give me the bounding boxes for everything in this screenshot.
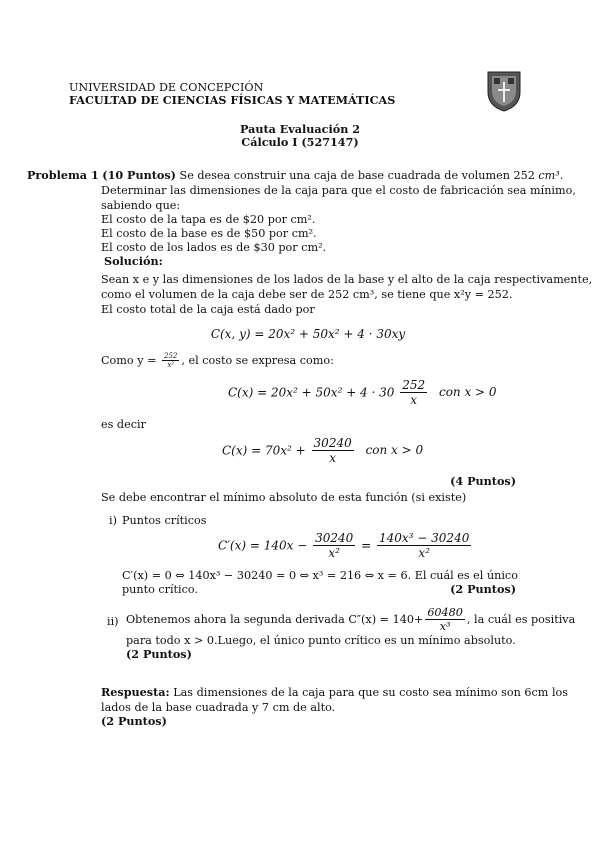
points-4: (4 Puntos) [450,474,516,488]
solution-paragraph-6: Se debe encontrar el mínimo absoluto de esta función (si existe) [101,491,467,504]
problem-statement-3: sabiendo que: [101,199,181,212]
answer-line-2: lados de la base cuadrada y 7 cm de alto. [101,701,336,714]
solution-label: Solución: [104,254,163,268]
substitution-text-b: , el costo se expresa como: [181,353,334,367]
cost-sides: El costo de los lados es de $30 por cm². [101,241,327,254]
second-derivative-line-2: para todo x > 0.Luego, el único punto crítico es un mínimo absoluto. [126,634,516,647]
answer-line-1 [101,685,568,700]
answer-text-1: Las dimensiones de la caja para que su costo sea mínimo son 6cm los [173,686,569,699]
problem-statement-2: Determinar las dimensiones de la caja para que el costo de fabricación sea mínimo, [101,184,576,197]
fraction-30240-x [312,436,354,466]
equation-first-derivative [218,531,473,561]
fraction-252-x-denominator: x [410,393,418,408]
es-decir: es decir [101,418,146,431]
second-derivative-text-a: Obtenemos ahora la segunda derivada C″(x) = 140+ [126,612,424,626]
critical-point-line-1: C′(x) = 0 ⇔ 140x³ − 30240 = 0 ⇔ x³ = 216 ⇔ x = 6. El cuál es el único [122,569,518,582]
equation-cost-x [228,378,497,408]
university-crest-logo [486,70,522,112]
fraction-30240-x2 [313,531,355,561]
title-line-2: Cálculo I (527147) [241,135,359,149]
second-derivative-text-b: , la cuál es positiva [466,612,576,626]
fraction-252-x [400,378,427,408]
fraction-252-x-numerator: 252 [402,378,426,392]
title-line-1: Pauta Evaluación 2 [239,122,361,136]
equation-cost-simplified [222,436,423,466]
fraction-combined [377,531,471,561]
fraction-30240-x2-numerator: 30240 [315,531,354,545]
equation-total-cost: C(x, y) = 20x² + 50x² + 4 · 30xy [210,327,406,341]
university-name: UNIVERSIDAD DE CONCEPCIÓN [69,81,264,94]
fraction-30240-x2-denominator: x² [328,546,340,561]
fraction-y [162,352,179,370]
fraction-60480-x3 [425,606,465,634]
fraction-y-numerator: 252 [164,352,178,360]
points-2-first: (2 Puntos) [450,582,516,596]
cost-base: El costo de la base es de $50 por cm². [101,227,317,240]
fraction-30240-x-numerator: 30240 [313,436,352,450]
item-i-label: i) [109,514,117,527]
second-derivative-line [126,606,575,634]
fraction-y-denominator: x² [167,361,175,370]
critical-point-line-2: punto crítico. [122,583,198,596]
item-ii-label: ii) [107,615,119,628]
problem-statement-1: Se desea construir una caja de base cuadrada de volumen 252 [179,169,535,182]
first-derivative-equals: = [361,538,372,553]
problem-points: (10 Puntos) [102,168,176,182]
equation-cost-x-domain: con x > 0 [438,385,497,400]
faculty-name: FACULTAD DE CIENCIAS FÍSICAS Y MATEMÁTICAS [69,93,396,107]
points-2-second: (2 Puntos) [126,647,192,661]
equation-cost-x-left: C(x) = 20x² + 50x² + 4 · 30 [228,385,395,400]
fraction-60480-x3-denominator: x³ [439,620,451,634]
substitution-line [101,352,334,370]
substitution-text-a: Como y = [101,353,157,367]
answer-label: Respuesta: [101,685,170,699]
item-i-title: Puntos críticos [122,514,207,527]
equation-cost-simplified-left: C(x) = 70x² + [222,443,306,458]
fraction-30240-x-denominator: x [329,451,337,466]
fraction-combined-denominator: x² [418,546,430,561]
first-derivative-left: C′(x) = 140x − [218,538,308,553]
equation-cost-simplified-domain: con x > 0 [365,443,424,458]
fraction-combined-numerator: 140x³ − 30240 [379,531,470,545]
unit-cm3: cm³ [538,169,560,182]
problem-label: Problema 1 [27,168,99,182]
cost-top: El costo de la tapa es de $20 por cm². [101,213,316,226]
fraction-60480-x3-numerator: 60480 [427,606,463,619]
solution-paragraph-2: como el volumen de la caja debe ser de 252 cm³, se tiene que x²y = 252. [101,288,513,301]
solution-paragraph-3: El costo total de la caja está dado por [101,303,315,316]
solution-paragraph-1: Sean x e y las dimensiones de los lados de la base y el alto de la caja respectivamente, [101,273,593,286]
problem-heading: Problema 1 (10 Puntos) Se desea construir una caja de base cuadrada de volumen 252 cm³. [27,168,564,182]
points-2-third: (2 Puntos) [101,714,167,728]
